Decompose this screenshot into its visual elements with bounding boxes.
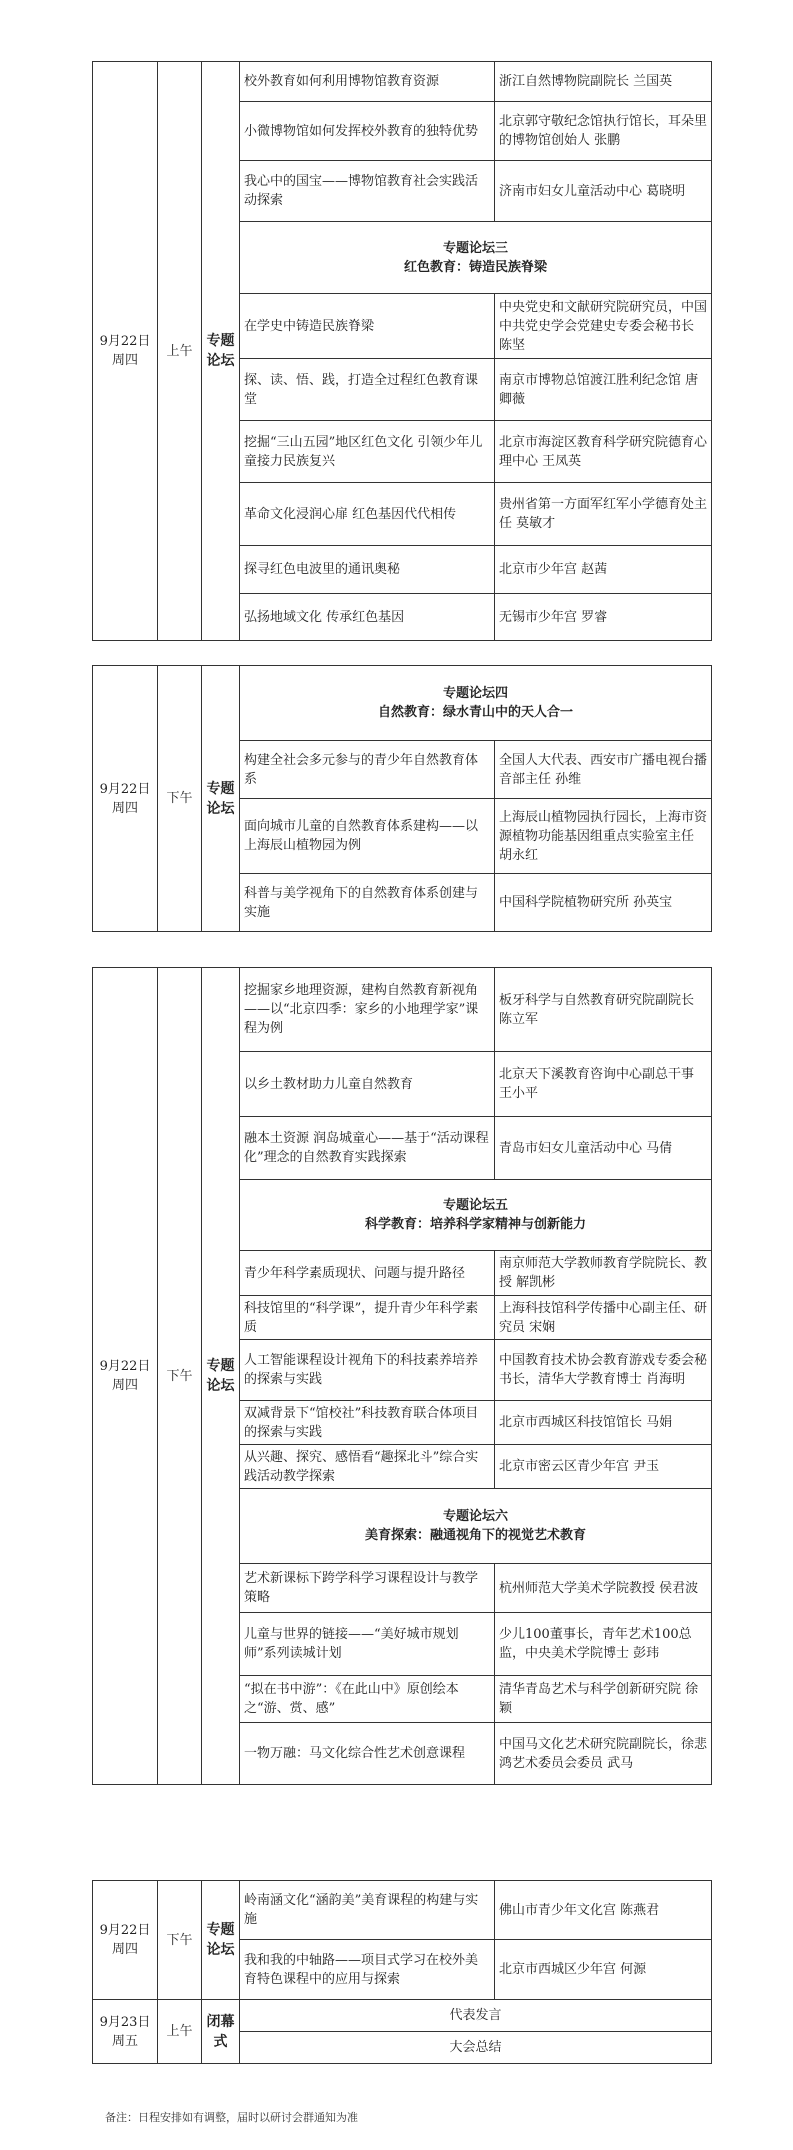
topic-cell: 融本土资源 润岛城童心——基于“活动课程化”理念的自然教育实践探索 <box>240 1117 495 1180</box>
topic-cell: 校外教育如何利用博物馆教育资源 <box>240 62 495 102</box>
speaker-cell: 北京市西城区科技馆馆长 马娟 <box>495 1401 712 1445</box>
speaker-cell: 上海科技馆科学传播中心副主任、研究员 宋娴 <box>495 1296 712 1340</box>
speaker-cell: 北京市西城区少年宫 何源 <box>495 1940 712 2000</box>
speaker-cell: 中国教育技术协会教育游戏专委会秘书长，清华大学教育博士 肖海明 <box>495 1340 712 1401</box>
speaker-cell: 北京市海淀区教育科学研究院德育心理中心 王凤英 <box>495 421 712 483</box>
topic-cell: 一物万融：马文化综合性艺术创意课程 <box>240 1723 495 1785</box>
topic-cell: 挖掘家乡地理资源，建构自然教育新视角——以“北京四季：家乡的小地理学家”课程为例 <box>240 968 495 1052</box>
speaker-cell: 南京师范大学教师教育学院院长、教授 解凯彬 <box>495 1251 712 1296</box>
speaker-cell: 佛山市青少年文化宫 陈燕君 <box>495 1881 712 1940</box>
session-type-cell: 专题论坛 <box>202 62 240 641</box>
forum-number: 专题论坛四 <box>443 686 509 701</box>
topic-cell: 儿童与世界的链接——“美好城市规划师”系列读城计划 <box>240 1613 495 1676</box>
topic-cell: 构建全社会多元参与的青少年自然教育体系 <box>240 741 495 799</box>
topic-cell: 青少年科学素质现状、问题与提升路径 <box>240 1251 495 1296</box>
session-type-cell: 专题论坛 <box>202 666 240 932</box>
topic-cell: 双减背景下“馆校社”科技教育联合体项目的探索与实践 <box>240 1401 495 1445</box>
topic-cell: 科技馆里的“科学课”，提升青少年科学素质 <box>240 1296 495 1340</box>
schedule-table-4 <box>92 1880 712 2064</box>
time-cell: 下午 <box>158 666 202 932</box>
speaker-cell: 北京郭守敬纪念馆执行馆长，耳朵里的博物馆创始人 张鹏 <box>495 102 712 161</box>
date-cell <box>93 2000 158 2064</box>
date-text: 9月22日 <box>99 1923 151 1938</box>
topic-cell: 在学史中铸造民族脊梁 <box>240 294 495 359</box>
topic-cell: “拟在书中游”：《在此山中》原创绘本之“游、赏、感” <box>240 1676 495 1723</box>
forum-theme: 红色教育：铸造民族脊梁 <box>403 259 547 275</box>
topic-cell: 艺术新课标下跨学科学习课程设计与教学策略 <box>240 1564 495 1613</box>
speaker-cell: 少儿100董事长，青年艺术100总监，中央美术学院博士 彭玮 <box>495 1613 712 1676</box>
speaker-cell: 中央党史和文献研究院研究员，中国中共党史学会党建史专委会秘书长 陈坚 <box>495 294 712 359</box>
date-cell <box>93 1881 158 2000</box>
date-cell <box>93 62 158 641</box>
weekday-text: 周四 <box>111 1942 138 1957</box>
session-type-cell: 专题论坛 <box>202 1881 240 2000</box>
topic-cell: 小微博物馆如何发挥校外教育的独特优势 <box>240 102 495 161</box>
weekday-text: 周四 <box>111 1378 138 1393</box>
time-cell: 上午 <box>158 62 202 641</box>
speaker-cell: 济南市妇女儿童活动中心 葛晓明 <box>495 161 712 222</box>
speaker-cell: 北京市少年宫 赵茜 <box>495 546 712 594</box>
forum-number: 专题论坛五 <box>442 1198 508 1213</box>
forum-theme: 美育探索：融通视角下的视觉艺术教育 <box>364 1528 586 1543</box>
topic-cell: 面向城市儿童的自然教育体系建构——以上海辰山植物园为例 <box>240 799 495 874</box>
date-text: 9月22日 <box>99 334 151 349</box>
speaker-cell: 板牙科学与自然教育研究院副院长 陈立军 <box>495 968 712 1052</box>
time-cell: 下午 <box>158 1881 202 2000</box>
forum-title-cell <box>240 1180 712 1251</box>
forum-theme: 自然教育：绿水青山中的天人合一 <box>378 705 574 720</box>
session-type-cell: 闭幕式 <box>202 2000 240 2064</box>
topic-cell: 探、读、悟、践，打造全过程红色教育课堂 <box>240 359 495 421</box>
forum-theme: 科学教育：培养科学家精神与创新能力 <box>364 1217 586 1232</box>
speaker-cell: 清华青岛艺术与科学创新研究院 徐颖 <box>495 1676 712 1723</box>
topic-cell: 岭南涵文化“涵韵美”美育课程的构建与实施 <box>240 1881 495 1940</box>
topic-cell: 我和我的中轴路——项目式学习在校外美育特色课程中的应用与探索 <box>240 1940 495 2000</box>
speaker-cell: 浙江自然博物院副院长 兰国英 <box>495 62 712 102</box>
weekday-text: 周四 <box>111 800 138 816</box>
session-type-cell: 专题论坛 <box>202 968 240 1785</box>
closing-item-cell: 代表发言 <box>240 2000 712 2032</box>
forum-title-cell <box>240 666 712 741</box>
speaker-cell: 北京天下溪教育咨询中心副总干事 王小平 <box>495 1052 712 1117</box>
date-cell <box>93 968 158 1785</box>
speaker-cell: 贵州省第一方面军红军小学德育处主任 莫敏才 <box>495 483 712 546</box>
time-cell: 下午 <box>158 968 202 1785</box>
weekday-text: 周五 <box>111 2033 138 2049</box>
time-cell: 上午 <box>158 2000 202 2064</box>
date-text: 9月22日 <box>99 1359 151 1374</box>
date-text: 9月23日 <box>99 2014 151 2030</box>
topic-cell: 挖掘“三山五园”地区红色文化 引领少年儿童接力民族复兴 <box>240 421 495 483</box>
schedule-table-3 <box>92 967 712 1785</box>
topic-cell: 弘扬地域文化 传承红色基因 <box>240 594 495 641</box>
closing-item-cell: 大会总结 <box>240 2032 712 2064</box>
weekday-text: 周四 <box>111 353 138 368</box>
speaker-cell: 无锡市少年宫 罗睿 <box>495 594 712 641</box>
topic-cell: 科普与美学视角下的自然教育体系创建与实施 <box>240 874 495 932</box>
speaker-cell: 杭州师范大学美术学院教授 侯君波 <box>495 1564 712 1613</box>
date-cell <box>93 666 158 932</box>
topic-cell: 以乡土教材助力儿童自然教育 <box>240 1052 495 1117</box>
topic-cell: 我心中的国宝——博物馆教育社会实践活动探索 <box>240 161 495 222</box>
speaker-cell: 中国马文化艺术研究院副院长，徐悲鸿艺术委员会委员 武马 <box>495 1723 712 1785</box>
speaker-cell: 中国科学院植物研究所 孙英宝 <box>495 874 712 932</box>
speaker-cell: 南京市博物总馆渡江胜利纪念馆 唐卿薇 <box>495 359 712 421</box>
forum-title-cell <box>240 222 712 294</box>
footnote: 备注：日程安排如有调整，届时以研讨会群通知为准 <box>105 2111 358 2124</box>
speaker-cell: 上海辰山植物园执行园长，上海市资源植物功能基因组重点实验室主任 胡永红 <box>495 799 712 874</box>
forum-number: 专题论坛六 <box>442 1509 508 1524</box>
schedule-table-2 <box>92 665 712 932</box>
forum-title-cell <box>240 1489 712 1564</box>
topic-cell: 革命文化浸润心扉 红色基因代代相传 <box>240 483 495 546</box>
schedule-table-1 <box>92 61 712 641</box>
speaker-cell: 全国人大代表、西安市广播电视台播音部主任 孙维 <box>495 741 712 799</box>
topic-cell: 探寻红色电波里的通讯奥秘 <box>240 546 495 594</box>
speaker-cell: 青岛市妇女儿童活动中心 马倩 <box>495 1117 712 1180</box>
topic-cell: 人工智能课程设计视角下的科技素养培养的探索与实践 <box>240 1340 495 1401</box>
topic-cell: 从兴趣、探究、感悟看“趣探北斗”综合实践活动教学探索 <box>240 1445 495 1489</box>
date-text: 9月22日 <box>99 781 151 797</box>
forum-number: 专题论坛三 <box>442 240 508 256</box>
speaker-cell: 北京市密云区青少年宫 尹玉 <box>495 1445 712 1489</box>
